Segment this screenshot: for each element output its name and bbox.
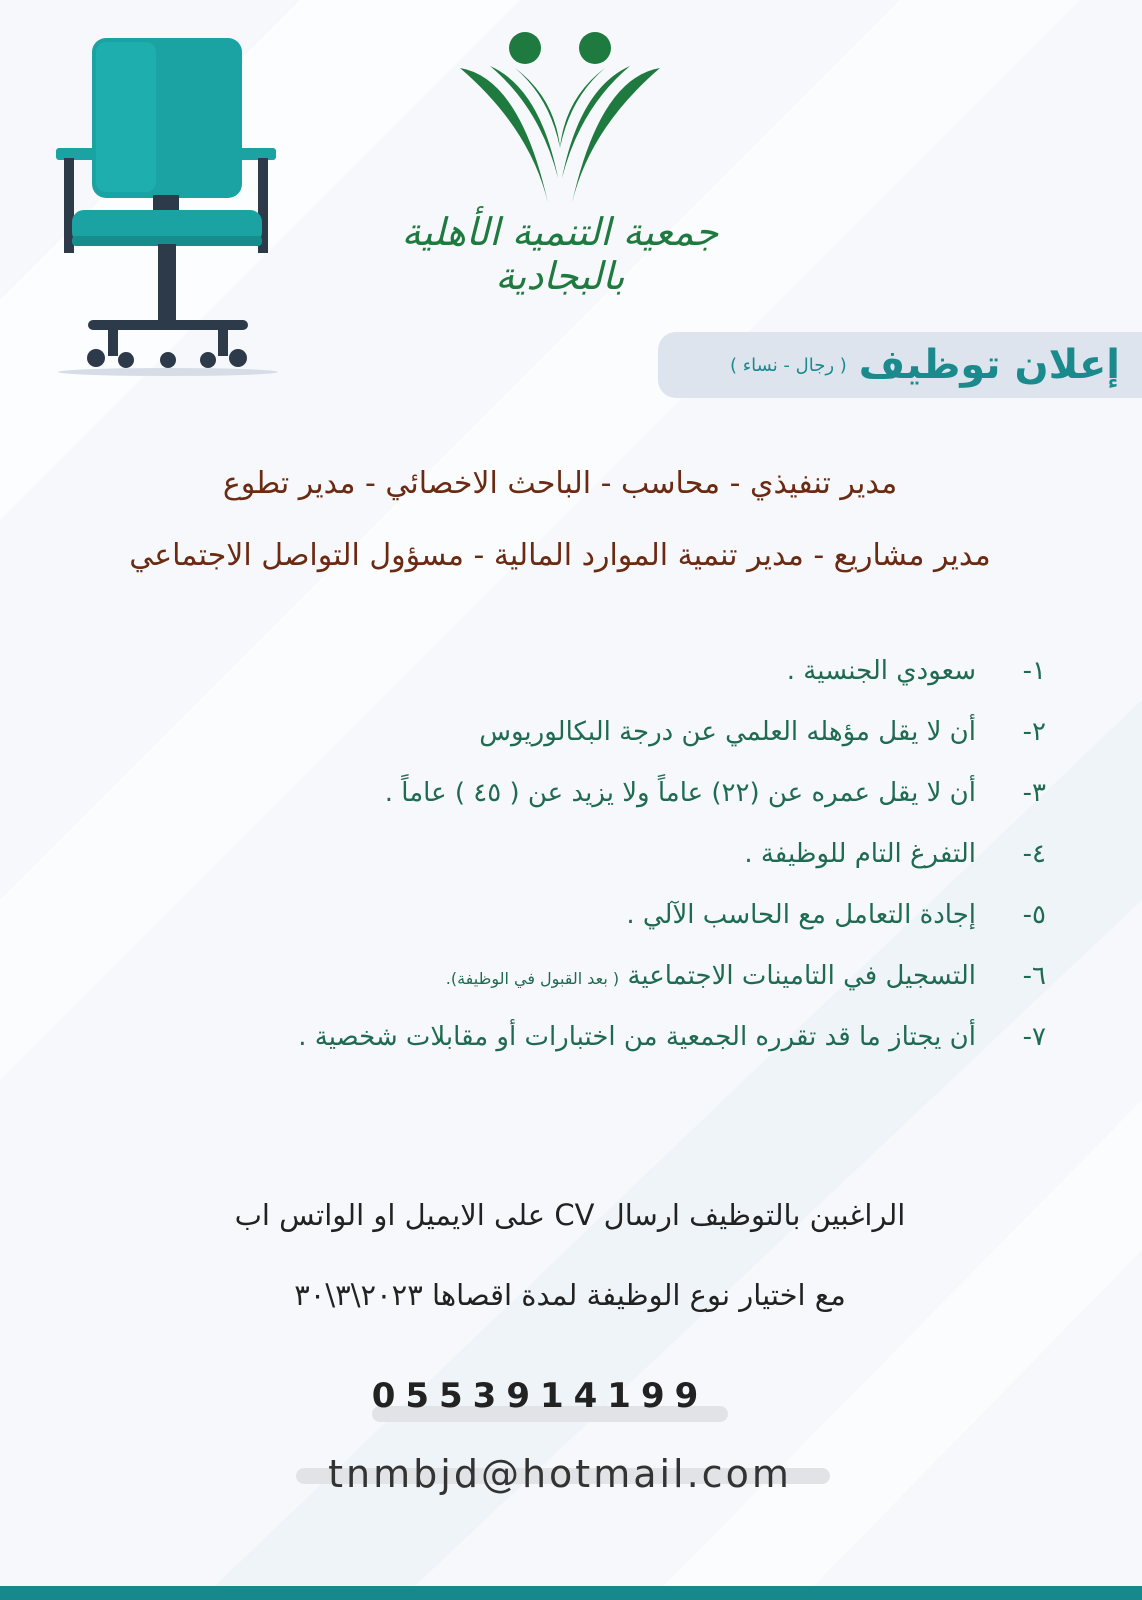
organization-logo-icon	[430, 28, 690, 228]
requirement-number: ١-	[1022, 655, 1046, 686]
requirement-number: ٤-	[1022, 838, 1046, 869]
job-titles-line-2: مدير مشاريع - مدير تنمية الموارد المالية - مسؤول التواصل الاجتماعي	[129, 538, 991, 573]
requirement-number: ٧-	[1022, 1021, 1046, 1052]
requirement-item	[146, 762, 1046, 823]
requirement-number: ٢-	[1022, 716, 1046, 747]
application-instructions: الراغبين بالتوظيف ارسال CV على الايميل او الواتس اب	[234, 1198, 906, 1232]
requirement-item	[146, 884, 1046, 945]
requirement-text-wrap	[446, 961, 976, 991]
application-deadline: مع اختيار نوع الوظيفة لمدة اقصاها ٢٠٢٣\٣\٣٠	[294, 1278, 846, 1312]
requirement-text: أن لا يقل مؤهله العلمي عن درجة البكالوريوس	[479, 716, 976, 747]
requirement-number: ٣-	[1022, 777, 1046, 808]
requirement-item	[146, 823, 1046, 884]
contact-phone[interactable]: 0553914199	[371, 1376, 709, 1416]
bottom-accent-bar	[0, 1586, 1142, 1600]
requirement-text: التفرغ التام للوظيفة .	[744, 838, 976, 869]
organization-name: جمعية التنمية الأهلية بالبجادية	[401, 210, 719, 298]
requirement-number: ٥-	[1022, 899, 1046, 930]
job-titles-line-1: مدير تنفيذي - محاسب - الباحث الاخصائي - مدير تطوع	[222, 466, 898, 501]
requirement-text: إجادة التعامل مع الحاسب الآلي .	[626, 899, 976, 930]
requirement-number: ٦-	[1022, 960, 1046, 991]
requirements-list	[146, 640, 1046, 1067]
office-chair-icon	[48, 30, 288, 390]
requirement-text: سعودي الجنسية .	[786, 655, 976, 686]
requirement-item	[146, 701, 1046, 762]
job-announcement-banner	[658, 332, 1142, 398]
requirement-text: التسجيل في التامينات الاجتماعية	[627, 960, 976, 991]
requirement-text: أن يجتاز ما قد تقرره الجمعية من اختبارات أو مقابلات شخصية .	[298, 1021, 976, 1052]
banner-subtitle: ( رجال - نساء )	[729, 354, 847, 376]
requirement-item	[146, 1006, 1046, 1067]
contact-email[interactable]: tnmbjd@hotmail.com	[328, 1452, 792, 1496]
requirement-note: ( بعد القبول في الوظيفة).	[445, 968, 620, 988]
requirement-item	[146, 640, 1046, 701]
requirement-item	[146, 945, 1046, 1006]
banner-title: إعلان توظيف	[858, 342, 1120, 388]
requirement-text: أن لا يقل عمره عن (٢٢) عاماً ولا يزيد عن ( ٤٥ ) عاماً .	[384, 777, 976, 808]
